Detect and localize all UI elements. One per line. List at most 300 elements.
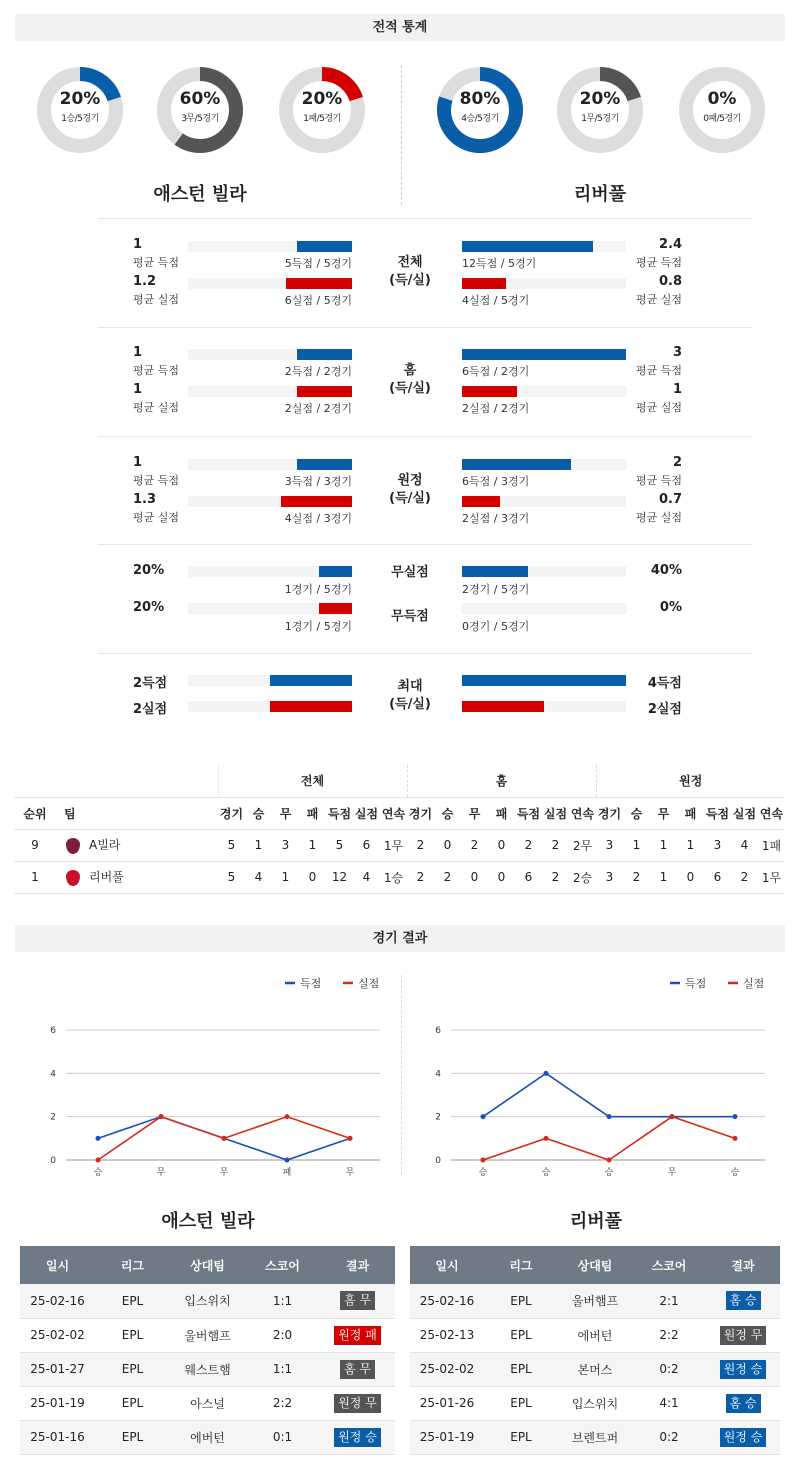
- stat-cell: 1: [677, 829, 704, 861]
- opponent: 입스위치: [558, 1386, 632, 1420]
- date: 25-02-13: [410, 1318, 484, 1352]
- donut-percent: 20%: [579, 89, 621, 109]
- away-caption: 0경기 / 5경기: [462, 620, 530, 633]
- away-team-name: 리버풀: [573, 184, 627, 205]
- stat-cell: 1: [245, 829, 272, 861]
- away-value: 0.7: [658, 492, 682, 507]
- donut-caption: 1무/5경기: [581, 114, 619, 124]
- donut-caption: 3무/5경기: [181, 114, 219, 124]
- stat-cell: 0: [488, 861, 515, 893]
- away-value: 2실점: [647, 702, 682, 717]
- col-header: 상대팀: [558, 1246, 632, 1284]
- legend-label: 득점: [300, 977, 322, 990]
- stat-cell: 4: [353, 861, 380, 893]
- col-header: 일시: [20, 1246, 95, 1284]
- result-badge: 원정 승: [334, 1428, 381, 1447]
- match-row[interactable]: [20, 1420, 395, 1454]
- y-tick-label: 6: [435, 1026, 441, 1036]
- standings-table: [14, 765, 785, 894]
- col-header: 상대팀: [170, 1246, 245, 1284]
- col-header: 스코어: [245, 1246, 320, 1284]
- home-value: 2득점: [133, 676, 168, 691]
- stat-cell: 5: [218, 829, 245, 861]
- away-conceded-bar: [462, 278, 506, 289]
- block-label: [380, 472, 440, 508]
- home-caption: 1경기 / 5경기: [284, 583, 352, 596]
- date: 25-02-16: [20, 1284, 95, 1318]
- score: 4:1: [632, 1386, 706, 1420]
- result-badge: 홈 승: [726, 1291, 761, 1310]
- legend-label: 득점: [685, 977, 707, 990]
- stat-cell: 5: [218, 861, 245, 893]
- away-caption: 4실점 / 5경기: [462, 294, 530, 307]
- away-clean-sheet-bar: [462, 566, 528, 577]
- stat-cell: 2: [515, 829, 542, 861]
- col-header: 리그: [95, 1246, 170, 1284]
- donut-percent: 60%: [179, 89, 221, 109]
- stat-cell: 0: [434, 829, 461, 861]
- away-label: 평균 실점: [635, 511, 682, 524]
- score: 2:0: [245, 1318, 320, 1352]
- home-team-name: 애스턴 빌라: [153, 184, 247, 205]
- stat-cell: 3: [272, 829, 299, 861]
- col-5: 실점: [542, 797, 569, 829]
- result-badge: 홈 승: [726, 1394, 761, 1413]
- x-tick-label: 무: [345, 1168, 355, 1178]
- donut-win: [437, 67, 523, 153]
- col-header: 리그: [484, 1246, 558, 1284]
- block-label-line: 전체: [397, 255, 423, 270]
- opponent: 에버턴: [170, 1420, 245, 1454]
- away-caption: 2실점 / 2경기: [462, 402, 530, 415]
- date: 25-01-19: [410, 1420, 484, 1454]
- col-6: 연속: [569, 797, 596, 829]
- x-tick-label: 승: [604, 1168, 614, 1178]
- x-tick-label: 승: [730, 1168, 740, 1178]
- stat-cell: 0: [461, 861, 488, 893]
- away-conceded-bar: [462, 386, 517, 397]
- donut-loss: [279, 67, 365, 153]
- date: 25-02-02: [20, 1318, 95, 1352]
- col-0: 경기: [596, 797, 623, 829]
- y-tick-label: 2: [435, 1112, 441, 1123]
- away-goals-bar: [462, 459, 571, 470]
- donut-ring: [557, 67, 643, 153]
- header-row: [410, 1246, 780, 1284]
- stat-cell: 1무: [758, 861, 785, 893]
- home-goals-bar: [297, 459, 352, 470]
- result-badge: 원정 무: [334, 1394, 381, 1413]
- away-value: 1: [672, 382, 682, 397]
- away-value: 0.8: [658, 274, 682, 289]
- score: 0:2: [632, 1420, 706, 1454]
- result-badge: 홈 무: [340, 1360, 375, 1379]
- home-caption: 2득점 / 2경기: [284, 365, 352, 378]
- away-value: 3: [672, 345, 682, 360]
- home-caption: 4실점 / 3경기: [284, 512, 352, 525]
- stat-cell: 4: [731, 829, 758, 861]
- home-label: 평균 득점: [133, 256, 180, 269]
- match-row[interactable]: [410, 1420, 780, 1454]
- col-3: 패: [488, 797, 515, 829]
- divider: [401, 65, 402, 205]
- donut-ring: [679, 67, 765, 153]
- col-header: 일시: [410, 1246, 484, 1284]
- col-5: 실점: [353, 797, 380, 829]
- stat-cell: 6: [704, 861, 731, 893]
- col-2: 무: [650, 797, 677, 829]
- away-caption: 6득점 / 2경기: [462, 365, 530, 378]
- away-value: 40%: [650, 563, 682, 578]
- series-line-goals: [483, 1073, 735, 1116]
- away-label: 평균 실점: [635, 401, 682, 414]
- away-caption: 2실점 / 3경기: [462, 512, 530, 525]
- home-match-table: [20, 1246, 395, 1455]
- y-tick-label: 6: [50, 1026, 56, 1036]
- donut-caption: 4승/5경기: [461, 114, 499, 124]
- x-tick-label: 무: [156, 1168, 166, 1178]
- data-point: [544, 1136, 549, 1141]
- donut-draw: [557, 67, 643, 153]
- home-label: 평균 득점: [133, 364, 180, 377]
- home-value: 1: [133, 382, 143, 397]
- stat-cell: 0: [299, 861, 326, 893]
- home-goals-bar: [297, 241, 352, 252]
- match-row[interactable]: [20, 1284, 395, 1318]
- data-point: [733, 1114, 738, 1119]
- result-badge: 홈 무: [340, 1291, 375, 1310]
- home-value: 1: [133, 345, 143, 360]
- data-point: [670, 1114, 675, 1119]
- home-label: 평균 실점: [133, 401, 180, 414]
- away-caption: 12득점 / 5경기: [462, 257, 537, 270]
- block-label-line: (득/실): [389, 273, 431, 288]
- home-value: 1: [133, 455, 143, 470]
- stat-cell: 4: [245, 861, 272, 893]
- away-value: 2: [672, 455, 682, 470]
- block-label: 무실점: [391, 565, 429, 580]
- home-conceded-bar: [286, 278, 352, 289]
- col-4: 득점: [515, 797, 542, 829]
- stat-cell: 3: [704, 829, 731, 861]
- results-section-title: 경기 결과: [15, 925, 785, 952]
- score: 2:1: [632, 1284, 706, 1318]
- col-4: 득점: [326, 797, 353, 829]
- away-conceded-bar: [462, 496, 500, 507]
- match-row[interactable]: [20, 1318, 395, 1352]
- team-cell: [56, 829, 218, 861]
- away-value: 2.4: [658, 237, 682, 252]
- donut-win: [37, 67, 123, 153]
- score: 2:2: [632, 1318, 706, 1352]
- result-badge: 원정 무: [720, 1326, 767, 1345]
- y-tick-label: 0: [50, 1156, 56, 1166]
- group-home: 홈: [407, 765, 596, 797]
- block-label: [380, 362, 440, 398]
- home-max-conceded-bar: [270, 701, 352, 712]
- score: 1:1: [245, 1352, 320, 1386]
- away-max-conceded-bar: [462, 701, 544, 712]
- donut-ring: [37, 67, 123, 153]
- result-badge: 원정 승: [720, 1360, 767, 1379]
- donut-percent: 80%: [459, 89, 501, 109]
- match-row[interactable]: [20, 1386, 395, 1420]
- stat-cell: 2: [434, 861, 461, 893]
- opponent: 본머스: [558, 1352, 632, 1386]
- donut-ring: [157, 67, 243, 153]
- col-6: 연속: [758, 797, 785, 829]
- stat-cell: 1패: [758, 829, 785, 861]
- donut-caption: 0패/5경기: [703, 114, 741, 124]
- away-match-table: [410, 1246, 780, 1455]
- data-point: [285, 1158, 290, 1163]
- league: EPL: [484, 1386, 558, 1420]
- league: EPL: [95, 1386, 170, 1420]
- donut-percent: 20%: [59, 89, 101, 109]
- home-conceded-bar: [297, 386, 352, 397]
- opponent: 웨스트햄: [170, 1352, 245, 1386]
- stat-cell: 1: [299, 829, 326, 861]
- date: 25-01-16: [20, 1420, 95, 1454]
- team-crest-icon: [66, 870, 80, 886]
- score: 0:1: [245, 1420, 320, 1454]
- home-clean-sheet-bar: [319, 566, 352, 577]
- divider: [98, 436, 752, 437]
- col-team: 팀: [56, 797, 218, 829]
- away-caption: 2경기 / 5경기: [462, 583, 530, 596]
- x-tick-label: 승: [93, 1168, 103, 1178]
- away-label: 평균 실점: [635, 293, 682, 306]
- stat-cell: 2: [542, 861, 569, 893]
- stat-cell: 1: [650, 829, 677, 861]
- match-row[interactable]: [410, 1352, 780, 1386]
- home-value: 20%: [133, 600, 165, 615]
- home-caption: 5득점 / 5경기: [284, 257, 352, 270]
- home-label: 평균 실점: [133, 511, 180, 524]
- home-value: 2실점: [133, 702, 168, 717]
- team-name[interactable]: 리버풀: [89, 870, 124, 885]
- col-header: 결과: [320, 1246, 395, 1284]
- col-0: 경기: [218, 797, 245, 829]
- data-point: [285, 1114, 290, 1119]
- away-team-title: 리버풀: [569, 1211, 623, 1232]
- stat-cell: 2: [542, 829, 569, 861]
- col-0: 경기: [407, 797, 434, 829]
- block-label: [380, 678, 440, 714]
- group-overall: 전체: [218, 765, 407, 797]
- data-point: [481, 1114, 486, 1119]
- date: 25-01-26: [410, 1386, 484, 1420]
- col-2: 무: [272, 797, 299, 829]
- block-label-line: (득/실): [389, 697, 431, 712]
- opponent: 아스널: [170, 1386, 245, 1420]
- home-goals-bar: [297, 349, 352, 360]
- donut-ring: [279, 67, 365, 153]
- league: EPL: [484, 1352, 558, 1386]
- data-point: [607, 1158, 612, 1163]
- stat-cell: 0: [488, 829, 515, 861]
- series-line-conceded: [483, 1117, 735, 1160]
- divider: [98, 544, 752, 545]
- away-caption: 6득점 / 3경기: [462, 475, 530, 488]
- col-5: 실점: [731, 797, 758, 829]
- donut-percent: 0%: [707, 89, 737, 109]
- bar-track: [462, 603, 626, 614]
- donut-caption: 1승/5경기: [61, 114, 99, 124]
- data-point: [544, 1071, 549, 1076]
- data-point: [733, 1136, 738, 1141]
- donut-loss: [679, 67, 765, 153]
- home-value: 1.2: [133, 274, 157, 289]
- date: 25-01-19: [20, 1386, 95, 1420]
- stat-cell: 3: [596, 861, 623, 893]
- away-value: 4득점: [647, 676, 682, 691]
- col-1: 승: [434, 797, 461, 829]
- data-point: [222, 1136, 227, 1141]
- donut-caption: 1패/5경기: [303, 114, 341, 124]
- home-max-goals-bar: [270, 675, 352, 686]
- stat-cell: 0: [677, 861, 704, 893]
- stat-cell: 2승: [569, 861, 596, 893]
- header-row: [20, 1246, 395, 1284]
- block-label-line: 최대: [397, 679, 423, 694]
- league: EPL: [484, 1318, 558, 1352]
- stat-cell: 1승: [380, 861, 407, 893]
- home-caption: 3득점 / 3경기: [284, 475, 352, 488]
- stats-section-title: 전적 통계: [15, 14, 785, 41]
- match-row[interactable]: [410, 1318, 780, 1352]
- block-label: 무득점: [391, 609, 429, 624]
- result-badge: 원정 패: [334, 1326, 381, 1345]
- col-header: 스코어: [632, 1246, 706, 1284]
- away-max-goals-bar: [462, 675, 626, 686]
- stat-cell: 6: [353, 829, 380, 861]
- stat-cell: 1무: [380, 829, 407, 861]
- score: 1:1: [245, 1284, 320, 1318]
- league: EPL: [484, 1420, 558, 1454]
- opponent: 울버햄프: [170, 1318, 245, 1352]
- home-caption: 1경기 / 5경기: [284, 620, 352, 633]
- block-label-line: 원정: [397, 473, 423, 488]
- opponent: 울버햄프: [558, 1284, 632, 1318]
- home-team-title: 애스턴 빌라: [161, 1211, 255, 1232]
- col-3: 패: [677, 797, 704, 829]
- stat-cell: 1: [623, 829, 650, 861]
- block-label-line: 홈: [403, 363, 417, 378]
- rank: 1: [14, 861, 56, 893]
- home-value: 1.3: [133, 492, 157, 507]
- x-tick-label: 승: [541, 1168, 551, 1178]
- opponent: 브렌트퍼: [558, 1420, 632, 1454]
- home-label: 평균 실점: [133, 293, 180, 306]
- home-no-score-bar: [319, 603, 352, 614]
- home-label: 평균 득점: [133, 474, 180, 487]
- divider: [98, 218, 752, 219]
- y-tick-label: 4: [435, 1069, 441, 1080]
- data-point: [607, 1114, 612, 1119]
- rank: 9: [14, 829, 56, 861]
- group-away: 원정: [596, 765, 785, 797]
- donut-draw: [157, 67, 243, 153]
- table-row[interactable]: [14, 861, 785, 893]
- data-point: [159, 1114, 164, 1119]
- col-2: 무: [461, 797, 488, 829]
- home-conceded-bar: [281, 496, 352, 507]
- stat-cell: 1: [272, 861, 299, 893]
- col-6: 연속: [380, 797, 407, 829]
- col-rank: 순위: [14, 797, 56, 829]
- x-tick-label: 패: [282, 1168, 292, 1178]
- legend-label: 실점: [743, 977, 765, 990]
- date: 25-01-27: [20, 1352, 95, 1386]
- table-row[interactable]: [14, 829, 785, 861]
- data-point: [96, 1136, 101, 1141]
- stat-cell: 2: [731, 861, 758, 893]
- opponent: 에버턴: [558, 1318, 632, 1352]
- data-point: [96, 1158, 101, 1163]
- home-caption: 2실점 / 2경기: [284, 402, 352, 415]
- x-tick-label: 무: [219, 1168, 229, 1178]
- stat-cell: 1: [650, 861, 677, 893]
- match-row[interactable]: [410, 1284, 780, 1318]
- away-goals-bar: [462, 349, 626, 360]
- result-badge: 원정 승: [720, 1428, 767, 1447]
- team-cell: [56, 861, 218, 893]
- stat-cell: 5: [326, 829, 353, 861]
- date: 25-02-16: [410, 1284, 484, 1318]
- y-tick-label: 2: [50, 1112, 56, 1123]
- col-3: 패: [299, 797, 326, 829]
- legend-label: 실점: [358, 977, 380, 990]
- block-label: [380, 254, 440, 290]
- data-point: [481, 1158, 486, 1163]
- x-tick-label: 무: [667, 1168, 677, 1178]
- away-value: 0%: [659, 600, 682, 615]
- col-1: 승: [245, 797, 272, 829]
- stat-cell: 2무: [569, 829, 596, 861]
- team-name[interactable]: A빌라: [89, 838, 121, 853]
- y-tick-label: 0: [435, 1156, 441, 1166]
- divider: [98, 653, 752, 654]
- col-header: 결과: [706, 1246, 780, 1284]
- away-goals-bar: [462, 241, 593, 252]
- away-label: 평균 득점: [635, 364, 682, 377]
- stat-cell: 2: [407, 829, 434, 861]
- stat-cell: 2: [407, 861, 434, 893]
- home-caption: 6실점 / 5경기: [284, 294, 352, 307]
- away-label: 평균 득점: [635, 256, 682, 269]
- team-crest-icon: [66, 838, 80, 854]
- col-4: 득점: [704, 797, 731, 829]
- league: EPL: [95, 1420, 170, 1454]
- league: EPL: [95, 1352, 170, 1386]
- donut-ring: [437, 67, 523, 153]
- block-label-line: (득/실): [389, 491, 431, 506]
- stat-cell: 2: [623, 861, 650, 893]
- opponent: 입스위치: [170, 1284, 245, 1318]
- stat-cell: 3: [596, 829, 623, 861]
- block-label-line: (득/실): [389, 381, 431, 396]
- away-label: 평균 득점: [635, 474, 682, 487]
- results-charts: [0, 960, 800, 1190]
- match-row[interactable]: [410, 1386, 780, 1420]
- stat-cell: 12: [326, 861, 353, 893]
- donut-percent: 20%: [301, 89, 343, 109]
- match-row[interactable]: [20, 1352, 395, 1386]
- y-tick-label: 4: [50, 1069, 56, 1080]
- home-value: 20%: [133, 563, 165, 578]
- score: 0:2: [632, 1352, 706, 1386]
